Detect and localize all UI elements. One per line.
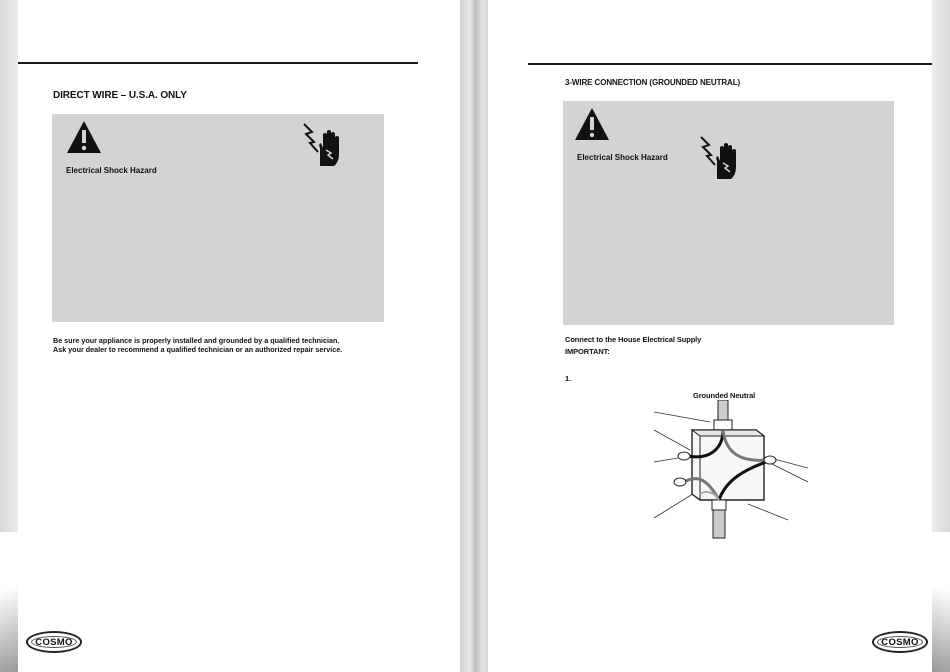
right-page-curl [932, 532, 950, 672]
left-page [18, 0, 460, 672]
important-label: IMPORTANT: [565, 347, 610, 356]
section-heading: 3-WIRE CONNECTION (GROUNDED NEUTRAL) [565, 78, 741, 87]
supply-heading: Connect to the House Electrical Supply [565, 335, 702, 344]
section-heading: DIRECT WIRE – U.S.A. ONLY [53, 90, 187, 101]
electric-shock-hand-icon [300, 122, 346, 168]
diagram-label: Grounded Neutral [693, 391, 756, 400]
cosmo-logo: COSMO [872, 631, 928, 653]
warning-triangle-icon [574, 107, 610, 141]
warning-box [563, 101, 894, 325]
installation-note: Be sure your appliance is properly installed and grounded by a qualified technician. Ask your dealer to recommend a qualified technician or an authorized repair service. [53, 336, 343, 354]
top-rule [528, 63, 932, 65]
cosmo-logo: COSMO [26, 631, 82, 653]
step-number: 1. [565, 374, 572, 383]
top-rule [18, 62, 418, 64]
book-gutter [460, 0, 488, 672]
warning-box [52, 114, 384, 322]
warning-label: Electrical Shock Hazard [577, 153, 668, 162]
warning-triangle-icon [66, 120, 102, 154]
right-page [488, 0, 932, 672]
electric-shock-hand-icon [697, 135, 743, 181]
warning-label: Electrical Shock Hazard [66, 166, 157, 175]
junction-box-wiring-diagram [648, 400, 818, 542]
left-page-curl [0, 532, 18, 672]
